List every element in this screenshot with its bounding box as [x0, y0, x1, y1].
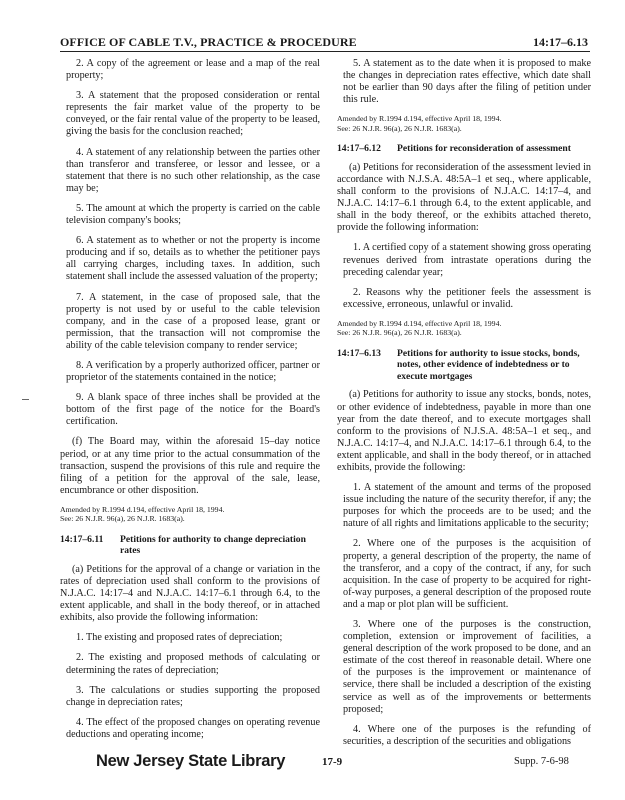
header-section-range: 14:17–6.13: [533, 35, 588, 49]
page-footer: [0, 752, 625, 782]
list-item: 2. Where one of the purposes is the acquisition of property, a general description of the property, the name of the transferor, and a copy of the contract, if any, for such acquisition. In the case of property to be acquired for right-of-way purposes, a general description of the proposed route and a map or plot plan will be sufficient.: [343, 538, 591, 610]
list-item: 1. A statement of the amount and terms of the proposed issue including the nature of the security therefor, if any; the purposes for which the proceeds are to be used; and the nature of all rights and limitations applicable to the security;: [343, 482, 591, 530]
see-line: See: 26 N.J.R. 96(a), 26 N.J.R. 1683(a).: [60, 514, 185, 524]
margin-mark: [22, 399, 29, 400]
list-item: 7. A statement, in the case of proposed sale, that the property is not used by or useful to the cable television company, and in the case of a proposed lease, grant or permission, that the transaction will not compromise the ability of the cable television company to render service;: [66, 291, 320, 351]
amendment-note: [337, 114, 591, 133]
section-number: 14:17–6.13: [337, 347, 381, 359]
header-title: OFFICE OF CABLE T.V., PRACTICE & PROCEDURE: [60, 35, 357, 49]
list-item: 9. A blank space of three inches shall be provided at the bottom of the first page of the notice for the Board's certification.: [66, 392, 320, 428]
section-number: 14:17–6.12: [337, 143, 381, 155]
list-item: 3. The calculations or studies supporting the proposed change in depreciation rates;: [66, 684, 320, 708]
list-item: 6. A statement as to whether or not the property is income producing and if so, details as to whether the petitioner pays all carrying charges, including taxes. In addition, such statement shall include the assessed valuation of the property;: [66, 235, 320, 283]
section-heading-6-11: [60, 534, 320, 557]
list-item: 3. A statement that the proposed consideration or rental represents the fair market value of the property to be conveyed, or the fair rental value of the property to be leased, giving the basis for the conclusion reached;: [66, 90, 320, 138]
paragraph-a: (a) Petitions for the approval of a change or variation in the rates of depreciation used shall conform to the provisions of N.J.A.C. 14:17–4 and N.J.A.C. 14:17–6.1 through 6.4, to the extent applicable, and shall in the body thereof, or in attached exhibits, also provide the following information:: [60, 563, 320, 624]
paragraph-a: (a) Petitions for reconsideration of the assessment levied in accordance with N.J.S.A. 48:5A–1 et seq., where applicable, shall conform to the provisions of N.J.A.C. 14:17–4, and N.J.A.C. 14:17–6.1 through 6.4, to the extent applicable, and shall in the body thereof, or the exhibits attached thereto, provide the following information:: [337, 161, 591, 234]
amendment-line: Amended by R.1994 d.194, effective April 18, 1994.: [337, 114, 502, 124]
list-item: 4. The effect of the proposed changes on operating revenue deductions and operating income;: [66, 716, 320, 740]
left-column: [60, 58, 320, 749]
list-item: 1. The existing and proposed rates of depreciation;: [76, 632, 283, 644]
list-item: 2. The existing and proposed methods of calculating or determining the rates of depreciation;: [66, 652, 320, 676]
section-title: Petitions for authority to issue stocks, bonds, notes, other evidence of indebtedness or to execute mortgages: [397, 347, 580, 382]
library-name: New Jersey State Library: [96, 752, 286, 770]
list-item: 5. A statement as to the date when it is proposed to make the changes in depreciation rates effective, which date shall not be earlier than 90 days after the filing of petition under this rule.: [343, 58, 591, 106]
amendment-line: Amended by R.1994 d.194, effective April 18, 1994.: [337, 318, 502, 328]
running-header: [60, 33, 590, 52]
section-heading-6-13: [337, 348, 591, 383]
section-heading-6-12: [337, 143, 591, 155]
paragraph-f: (f) The Board may, within the aforesaid 15–day notice period, or at any time prior to the actual consummation of the transaction, suspend the provisions of this rule and require the filing of a petition for the approval of the sale, lease, encumbrance or other disposition.: [60, 436, 320, 496]
list-item: 1. A certified copy of a statement showing gross operating revenues derived from intrastate operations during the preceding calendar year;: [343, 242, 591, 278]
list-item: 8. A verification by a properly authorized officer, partner or proprietor of the statements contained in the notice;: [66, 359, 320, 384]
see-line: See: 26 N.J.R. 96(a), 26 N.J.R. 1683(a).: [337, 123, 462, 133]
list-item: 2. A copy of the agreement or lease and a map of the real property;: [66, 58, 320, 82]
paragraph-a: (a) Petitions for authority to issue any stocks, bonds, notes, or other evidence of indebtedness, payable in more than one year from the date thereof, and to execute mortgages shall conform to the provisions of N.J.S.A. 48:5A–1 et seq., and N.J.A.C. 14:17–4, and N.J.A.C. 14:17–6.1 through 6.4, to the extent applicable, and shall in the body thereof, or in attached exhibits, provide the following:: [337, 389, 591, 473]
list-item: 2. Reasons why the petitioner feels the assessment is excessive, erroneous, unlawful or invalid.: [343, 286, 591, 310]
list-item: 3. Where one of the purposes is the construction, completion, extension or improvement of facilities, a general description of the work proposed to be done, and an estimate of the cost thereof in reasonable detail. Where one of the purposes is the improvement or maintenance of service, there shall be included a description of the existing service as well as of the improvements or betterments proposed;: [343, 619, 591, 715]
amendment-note: [60, 505, 320, 524]
list-item: 4. Where one of the purposes is the refunding of securities, a description of the securities and obligations: [343, 723, 591, 747]
amendment-line: Amended by R.1994 d.194, effective April 18, 1994.: [60, 504, 225, 514]
section-number: 14:17–6.11: [60, 533, 104, 545]
list-item: 5. The amount at which the property is carried on the cable television company's books;: [66, 202, 320, 227]
page-number: 17-9: [322, 756, 343, 768]
see-line: See: 26 N.J.R. 96(a), 26 N.J.R. 1683(a).: [337, 328, 462, 338]
section-title: Petitions for authority to change depreciation rates: [120, 533, 306, 557]
amendment-note: [337, 319, 591, 338]
right-column: [337, 58, 591, 756]
list-item: 4. A statement of any relationship between the parties other than transferor and transferee, or lessor and lessee, or a statement that there is no such other relationship, as the case may be;: [66, 146, 320, 194]
supplement-date: Supp. 7-6-98: [514, 756, 569, 767]
section-title: Petitions for reconsideration of assessment: [397, 143, 571, 155]
